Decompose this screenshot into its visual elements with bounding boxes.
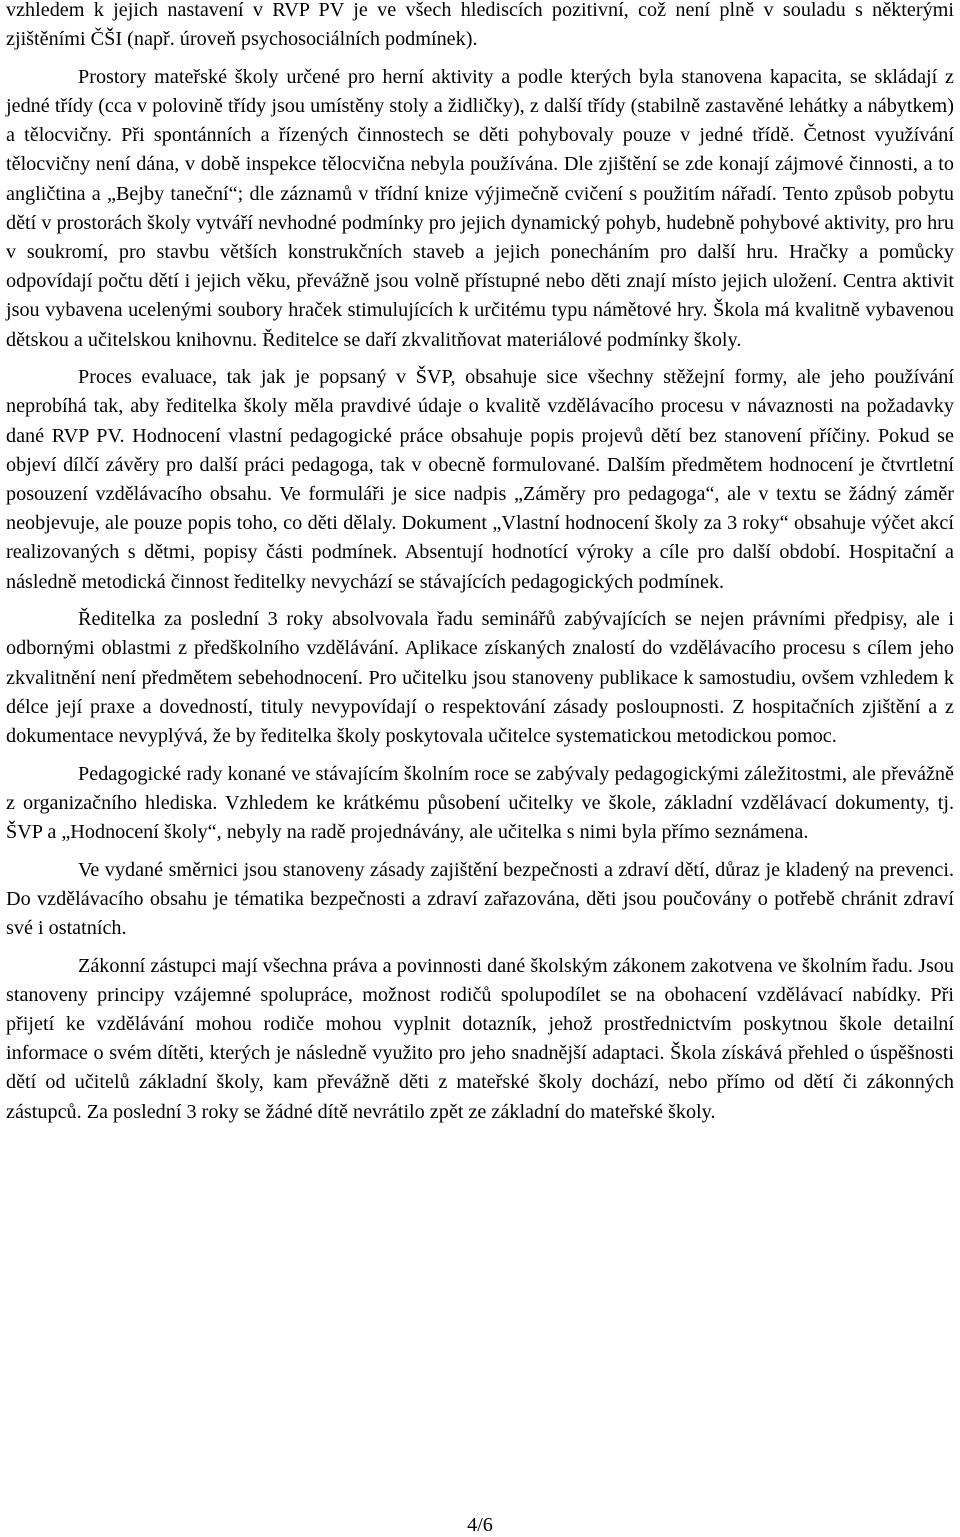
paragraph-legal-guardians: Zákonní zástupci mají všechna práva a povinnosti dané školským zákonem zakotvena ve školním řadu. Jsou stanoveny principy vzájemné spolupráce, možnost rodičů spolupodílet se na obohacení vzdělávací nabídky. Při přijetí ke vzdělávání mohou rodiče mohou vyplnit dotazník, jehož prostřednictvím poskytnou škole detailní informace o svém dítěti, kterých je následně využito pro jeho snadnější adaptaci. Škola získává přehled o úspěšnosti dětí od učitelů základní školy, kam převážně děti z mateřské školy dochází, nebo přímo od dětí či zákonných zástupců. Za poslední 3 roky se žádné dítě nevrátilo zpět ze základní do mateřské školy.	[6, 954, 954, 1123]
document-body	[6, 0, 954, 1135]
paragraph-evaluation: Proces evaluace, tak jak je popsaný v ŠVP, obsahuje sice všechny stěžejní formy, ale jeho používání neprobíhá tak, aby ředitelka školy měla pravdivé údaje o kvalitě vzdělávacího procesu v návaznosti na požadavky dané RVP PV. Hodnocení vlastní pedagogické práce obsahuje popis projevů dětí bez stanovení příčiny. Pokud se objeví dílčí závěry pro další práci pedagoga, tak v obecně formulované. Dalším předmětem hodnocení je čtvrtletní posouzení vzdělávacího obsahu. Ve formuláři je sice nadpis „Záměry pro pedagoga“, ale v textu se žádný záměr neobjevuje, ale pouze popis toho, co děti dělaly. Dokument „Vlastní hodnocení školy za 3 roky“ obsahuje výčet akcí realizovaných s dětmi, popisy části podmínek. Absentují hodnotící výroky a cíle pro další období. Hospitační a následně metodická činnost ředitelky nevychází se stávajících pedagogických podmínek.	[6, 366, 954, 593]
paragraph-continuation: vzhledem k jejich nastavení v RVP PV je ve všech hlediscích pozitivní, což není plně v souladu s některými zjištěními ČŠI (např. úroveň psychosociálních podmínek).	[6, 0, 954, 51]
page-number: 4/6	[467, 1514, 493, 1536]
paragraph-pedagogical-councils: Pedagogické rady konané ve stávajícím školním roce se zabývaly pedagogickými záležitostmi, ale převážně z organizačního hlediska. Vzhledem ke krátkému působení učitelky ve škole, základní vzdělávací dokumenty, tj. ŠVP a „Hodnocení školy“, nebyly na radě projednávány, ale učitelka s nimi byla přímo seznámena.	[6, 762, 954, 844]
paragraph-premises: Prostory mateřské školy určené pro herní aktivity a podle kterých byla stanovena kapacita, se skládají z jedné třídy (cca v polovině třídy jsou umístěny stoly a židličky), z další třídy (stabilně zastavěné lehátky a nábytkem) a tělocvičny. Při spontánních a řízených činnostech se děti pohybovaly pouze v jedné třídě. Četnost využívání tělocvičny není dána, v době inspekce tělocvična nebyla používána. Dle zjištění se zde konají zájmové činnosti, a to angličtina a „Bejby taneční“; dle záznamů v třídní knize výjimečně cvičení s použitím nářadí. Tento způsob pobytu dětí v prostorách školy vytváří nevhodné podmínky pro jejich dynamický pohyb, hudebně pohybové aktivity, pro hru v soukromí, pro stavbu větších konstrukčních staveb a jejich ponecháním pro další hru. Hračky a pomůcky odpovídají počtu dětí i jejich věku, převážně jsou volně přístupné nebo děti znají místo jejich uložení. Centra aktivit jsou vybavena ucelenými soubory hraček stimulujících k určitému typu námětové hry. Škola má kvalitně vybavenou dětskou a učitelskou knihovnu. Ředitelce se daří zkvalitňovat materiálové podmínky školy.	[6, 65, 954, 351]
paragraph-director-training: Ředitelka za poslední 3 roky absolvovala řadu seminářů zabývajících se nejen právními předpisy, ale i odbornými oblastmi z předškolního vzdělávání. Aplikace získaných znalostí do vzdělávacího procesu s cílem jeho zkvalitnění není předmětem sebehodnocení. Pro učitelku jsou stanoveny publikace k samostudiu, ovšem vzhledem k délce její praxe a dovedností, tituly nevypovídají o respektování zásady posloupnosti. Z hospitačních zjištění a z dokumentace nevyplývá, že by ředitelka školy poskytovala učitelce systematickou metodickou pomoc.	[6, 608, 954, 748]
paragraph-safety: Ve vydané směrnici jsou stanoveny zásady zajištění bezpečnosti a zdraví dětí, důraz je kladený na prevenci. Do vzdělávacího obsahu je tématika bezpečnosti a zdraví zařazována, děti jsou poučovány o potřebě chránit zdraví své i ostatních.	[6, 858, 954, 940]
